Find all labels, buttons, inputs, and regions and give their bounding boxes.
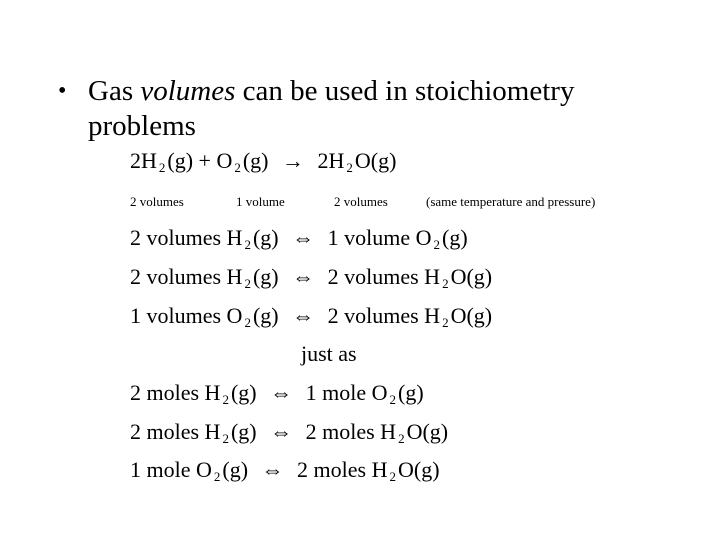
volume-label-2: 1 volume — [236, 194, 285, 209]
reaction-arrow-icon: → — [282, 148, 305, 173]
reactant-o2: O — [216, 148, 233, 173]
relation-left: 2 moles H — [130, 419, 221, 444]
relation-line — [130, 303, 492, 331]
volume-label-1: 2 volumes — [130, 194, 184, 209]
relation-tail: O(g) — [450, 303, 493, 328]
relation-tail: O(g) — [450, 264, 493, 289]
phase-label: (g) — [252, 225, 279, 250]
phase-label: (g) — [230, 380, 257, 405]
subscript: 2 — [222, 392, 229, 407]
just-as-label: just as — [301, 341, 357, 366]
relation-right: 2 moles H — [305, 419, 397, 444]
relation-left: 2 moles H — [130, 380, 221, 405]
relation-tail: (g) — [442, 225, 468, 250]
subscript: 2 — [389, 469, 396, 484]
reaction-equation — [130, 148, 396, 176]
bullet-text-post: can be used in stoichiometry problems — [88, 75, 575, 142]
subscript: 2 — [158, 160, 166, 175]
relation-left: 1 mole O — [130, 457, 212, 482]
product-tail: O(g) — [354, 148, 397, 173]
relation-line — [130, 457, 440, 485]
subscript: 2 — [213, 469, 221, 484]
relation-line — [130, 264, 492, 292]
bullet-marker: • — [58, 78, 67, 104]
phase-label: (g) — [222, 457, 249, 482]
conditions-note: (same temperature and pressure) — [426, 194, 596, 209]
relation-left: 2 volumes H — [130, 225, 243, 250]
phase-label: (g) — [252, 264, 279, 289]
relation-right: 2 moles H — [297, 457, 388, 482]
volume-label-3: 2 volumes — [334, 194, 388, 209]
relation-right: 2 volumes H — [327, 303, 441, 328]
relation-tail: (g) — [398, 380, 424, 405]
relation-tail: O(g) — [406, 419, 449, 444]
equivalence-arrow-icon: ⇔ — [292, 264, 315, 289]
relation-line — [130, 380, 424, 408]
subscript: 2 — [433, 237, 440, 252]
relation-left: 2 volumes H — [130, 264, 243, 289]
subscript: 2 — [442, 315, 449, 330]
equivalence-arrow-icon: ⇔ — [270, 419, 293, 444]
product-h2o: 2H — [317, 148, 345, 173]
bullet-text-emphasis: volumes — [140, 75, 236, 107]
plus-sign: + — [198, 148, 211, 173]
phase-label: (g) — [230, 419, 257, 444]
phase-label: (g) — [167, 148, 194, 173]
relation-line — [130, 225, 468, 253]
phase-label: (g) — [252, 303, 279, 328]
relation-right: 2 volumes H — [327, 264, 441, 289]
subscript: 2 — [398, 431, 405, 446]
subscript: 2 — [442, 276, 449, 291]
subscript: 2 — [244, 237, 251, 252]
equivalence-arrow-icon: ⇔ — [292, 303, 315, 328]
relation-right: 1 volume O — [327, 225, 432, 250]
equivalence-arrow-icon: ⇔ — [292, 225, 315, 250]
subscript: 2 — [244, 315, 251, 330]
equivalence-arrow-icon: ⇔ — [261, 457, 284, 482]
equivalence-arrow-icon: ⇔ — [270, 380, 293, 405]
subscript: 2 — [234, 160, 241, 175]
reactant-h2-coef: 2H — [130, 148, 157, 173]
relation-right: 1 mole O — [305, 380, 388, 405]
relation-tail: O(g) — [398, 457, 440, 482]
bullet-text-pre: Gas — [88, 75, 141, 107]
volume-ratio-row — [130, 194, 650, 212]
subscript: 2 — [222, 431, 229, 446]
phase-label: (g) — [242, 148, 269, 173]
subscript: 2 — [244, 276, 251, 291]
subscript: 2 — [389, 392, 396, 407]
relation-left: 1 volumes O — [130, 303, 243, 328]
bullet-text — [88, 74, 678, 144]
subscript: 2 — [346, 160, 353, 175]
relation-line — [130, 419, 448, 447]
